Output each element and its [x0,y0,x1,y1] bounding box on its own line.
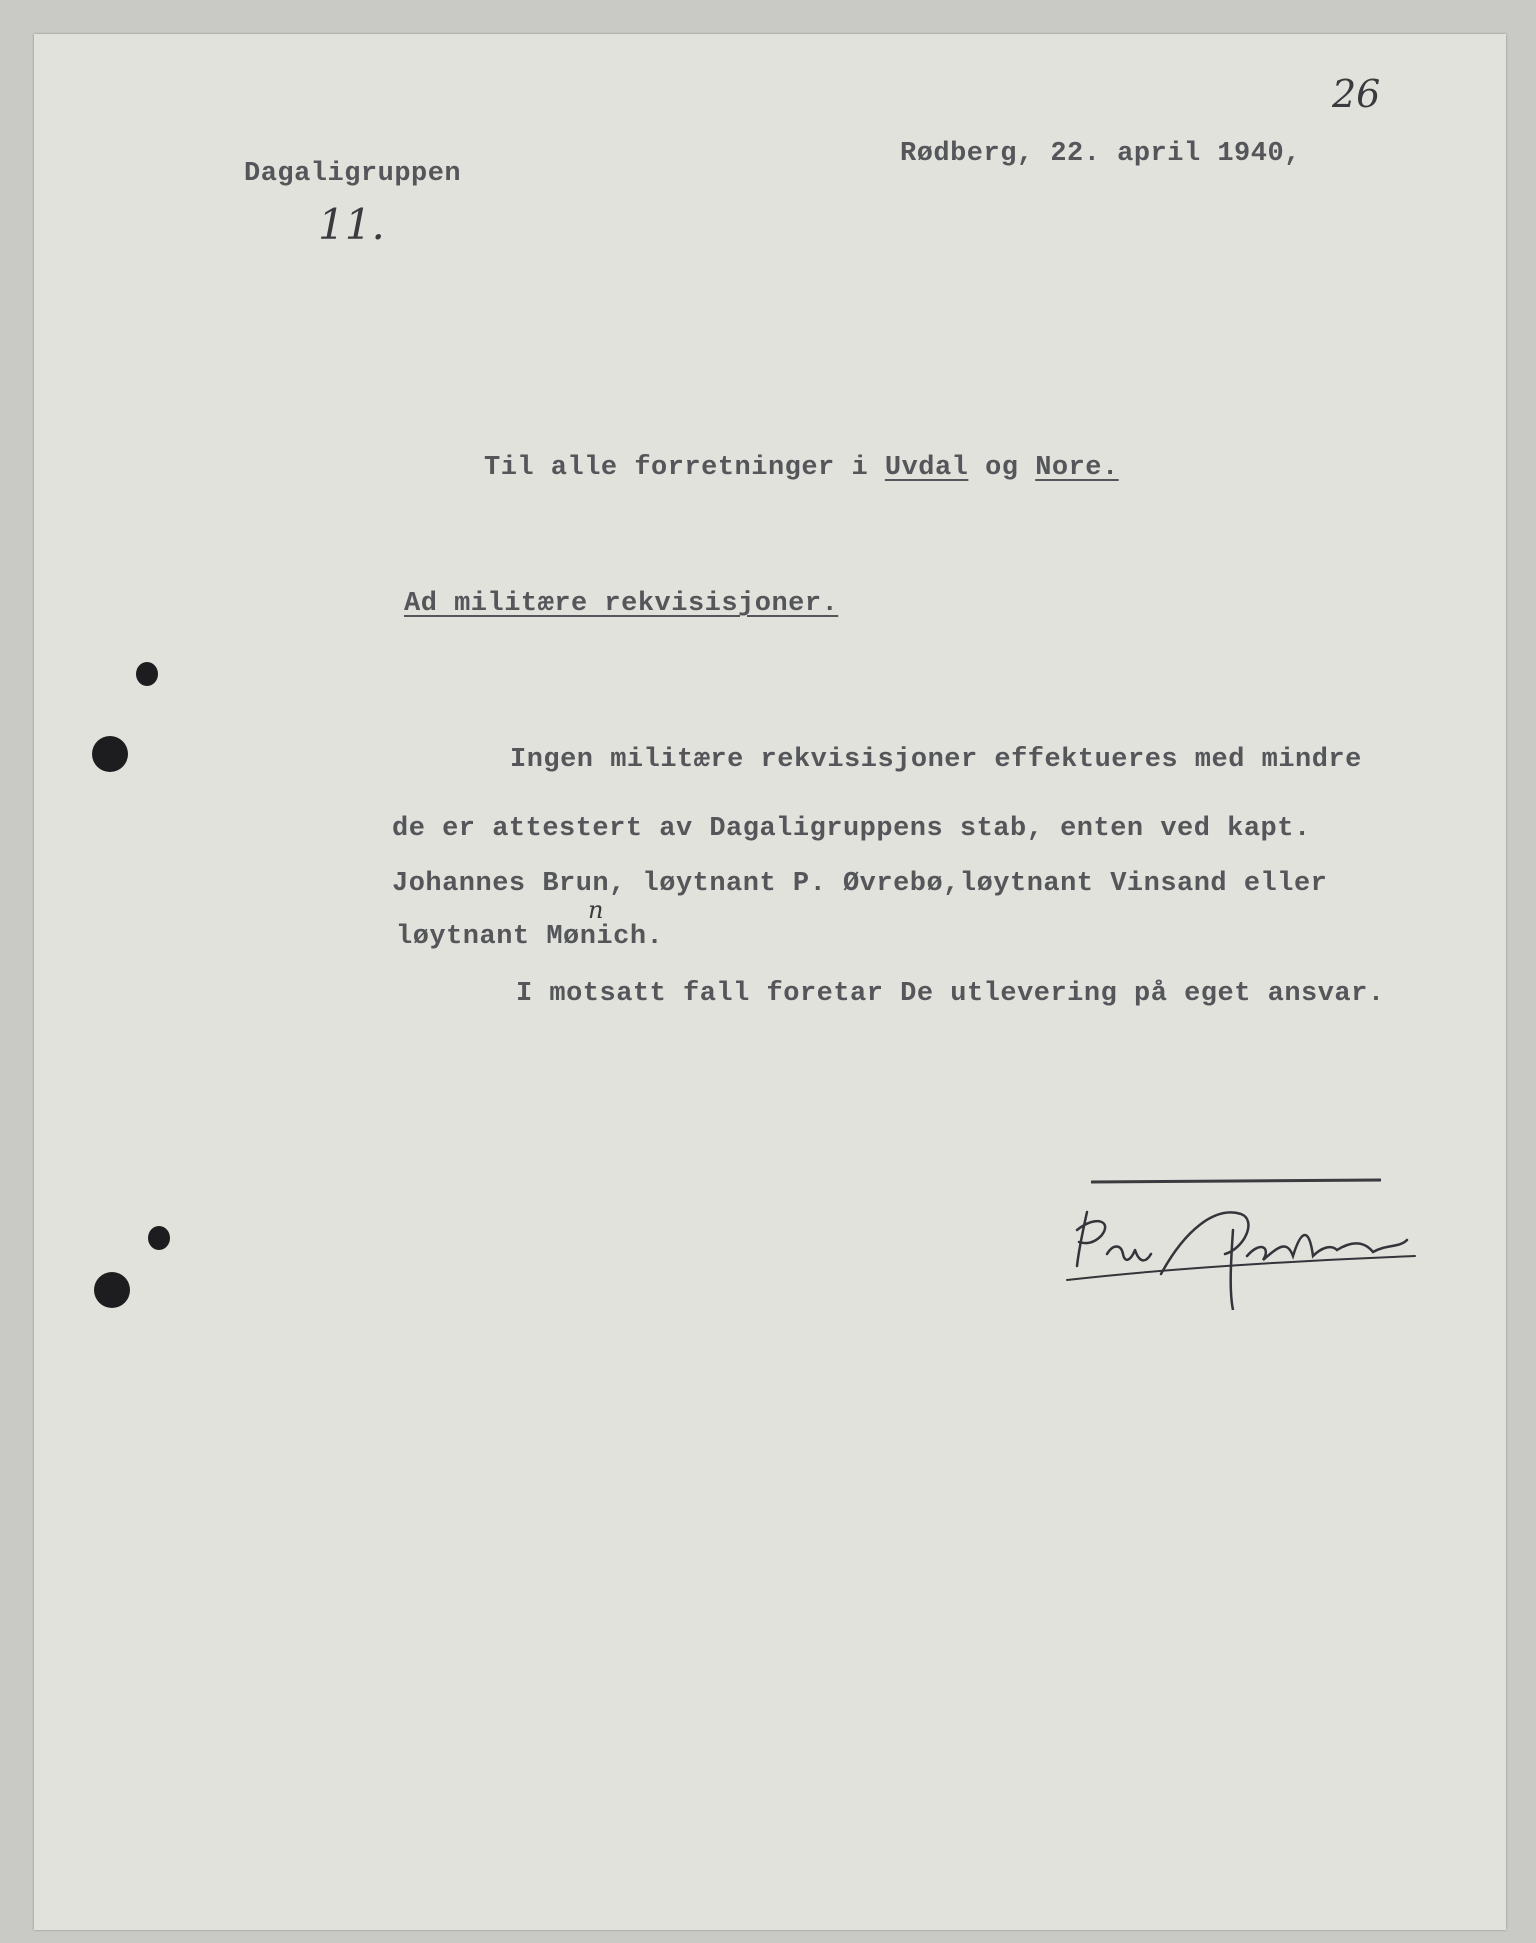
punch-hole-2 [92,736,128,772]
recipient-middle: og [968,453,1036,483]
sender: Dagaligruppen [244,159,462,189]
punch-hole-1 [136,662,158,686]
correction-mark: n [588,896,604,924]
recipient-place-nore: Nore. [1035,453,1119,483]
body-line: Ingen militære rekvisisjoner effektueres med mindre [510,745,1362,775]
punch-hole-3 [148,1226,170,1250]
body-line: de er attestert av Dagaligruppens stab, enten ved kapt. [392,814,1311,844]
recipient-place-uvdal: Uvdal [884,453,969,483]
recipient-line [484,452,1119,484]
page-number: 26 [1332,72,1381,116]
body-line: løytnant Mønich. [396,922,664,952]
place-date: Rødberg, 22. april 1940, [900,139,1301,169]
punch-hole-4 [94,1272,130,1308]
signature [1065,1170,1435,1310]
subject-line: Ad militære rekvisisjoner. [404,589,839,619]
closing-line: I motsatt fall foretar De utlevering på eget ansvar. [516,979,1385,1009]
body-line: Johannes Brun, løytnant P. Øvrebø,løytnant Vinsand eller [392,869,1328,899]
recipient-prefix: Til alle forretninger i [484,453,885,483]
reference-mark: 11. [318,200,385,249]
